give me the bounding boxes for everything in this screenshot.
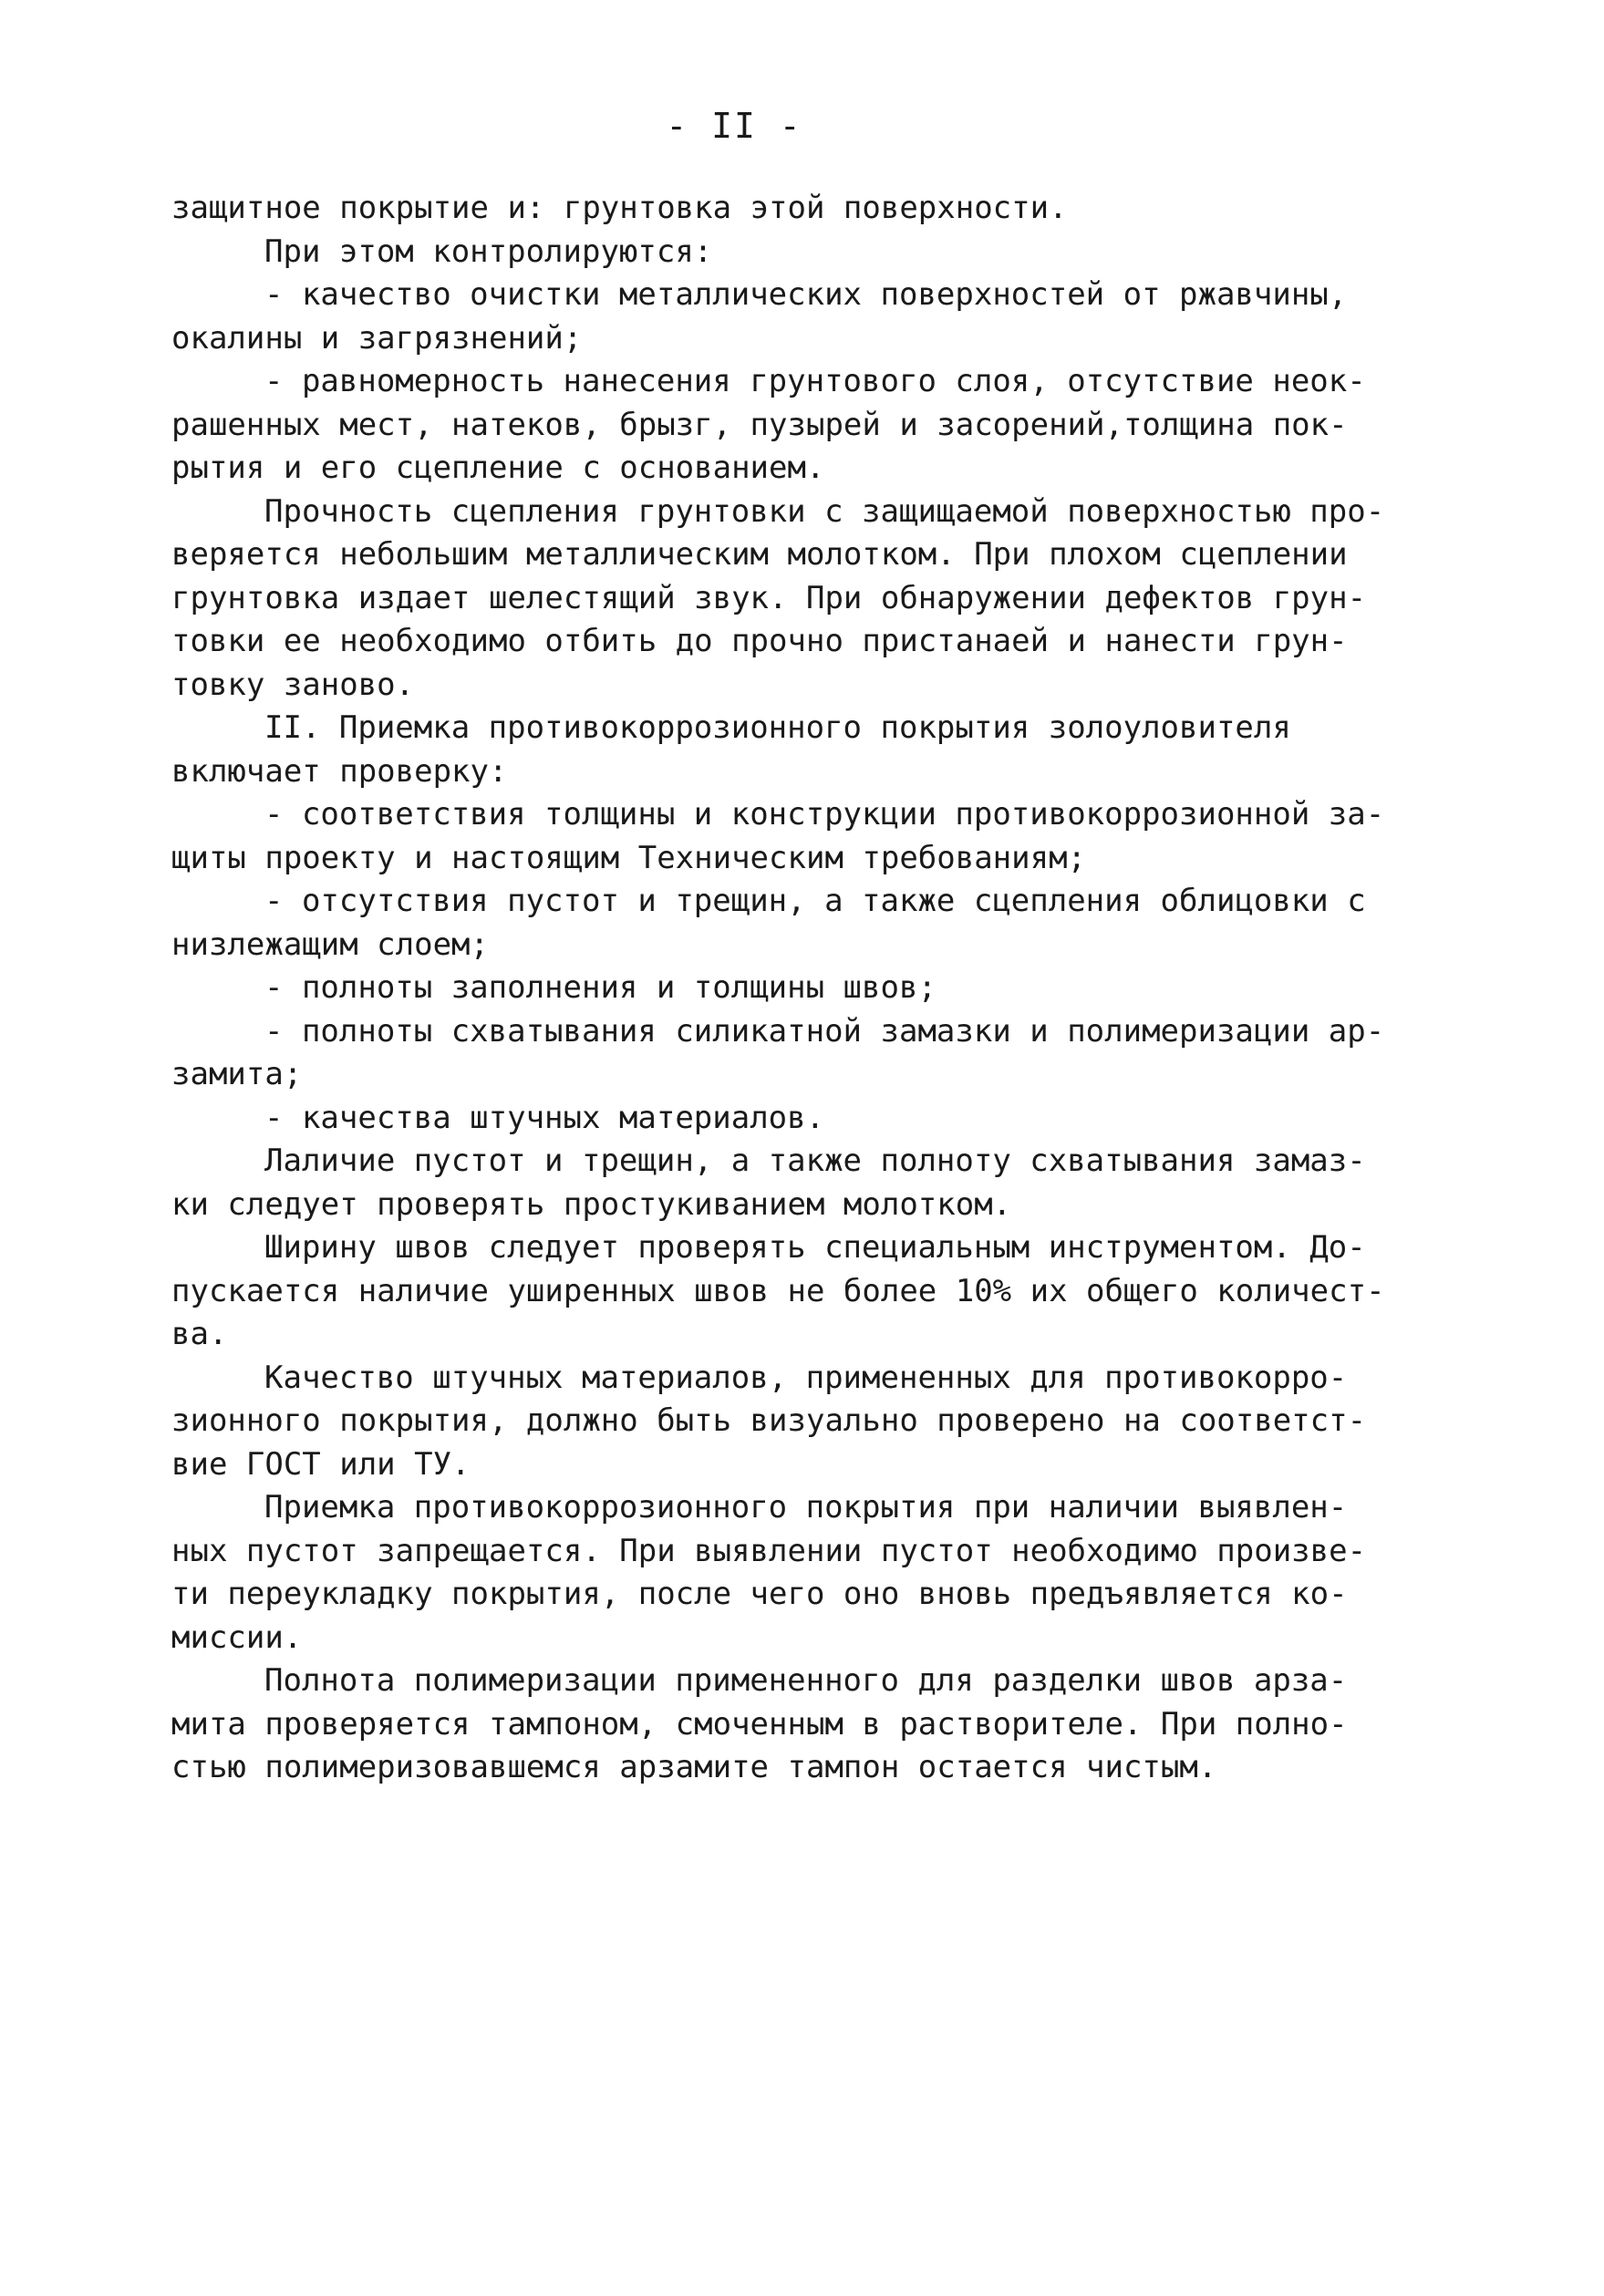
text-line: защитное покрытие и: грунтовка этой поверхности.: [171, 190, 1068, 226]
document-body: [171, 187, 1385, 1790]
page-number: - II -: [666, 106, 802, 146]
text-line: Лаличие пустот и трещин, а также полноту схватывания замаз-: [264, 1143, 1366, 1179]
text-line: товки ее необходимо отбить до прочно пристанаей и нанести грун-: [171, 623, 1348, 659]
text-line: стью полимеризовавшемся арзамите тампон остается чистым.: [171, 1749, 1217, 1785]
text-line: - качества штучных материалов.: [264, 1099, 825, 1136]
text-line: миссии.: [171, 1619, 303, 1656]
text-line: мита проверяется тампоном, смоченным в растворителе. При полно-: [171, 1705, 1348, 1743]
text-line: - качество очистки металлических поверхностей от ржавчины,: [264, 276, 1348, 313]
text-line: товку заново.: [171, 666, 415, 703]
text-line: ки следует проверять простукиванием молотком.: [171, 1185, 1012, 1223]
text-line: II. Приемка противокоррозионного покрытия золоуловителя: [264, 709, 1291, 746]
text-line: зионного покрытия, должно быть визуально проверено на соответст-: [171, 1402, 1367, 1439]
text-line: Полнота полимеризации примененного для разделки швов арза-: [264, 1662, 1348, 1699]
text-line: веряется небольшим металлическим молотком. При плохом сцеплении: [171, 536, 1348, 573]
text-line: Приемка противокоррозионного покрытия при наличии выявлен-: [264, 1489, 1348, 1525]
text-line: ных пустот запрещается. При выявлении пустот необходимо произве-: [171, 1532, 1367, 1569]
text-line: - равномерность нанесения грунтового слоя, отсутствие неок-: [264, 363, 1366, 399]
text-line: замита;: [171, 1056, 303, 1092]
text-line: рытия и его сцепление с основанием.: [171, 450, 825, 486]
text-line: ва.: [171, 1316, 228, 1352]
text-line: щиты проекту и настоящим Техническим требованиям;: [171, 839, 1087, 876]
text-line: вие ГОСТ или ТУ.: [171, 1445, 471, 1483]
text-line: включает проверку:: [171, 752, 508, 790]
text-line: низлежащим слоем;: [171, 926, 489, 963]
text-line: - полноты схватывания силикатной замазки и полимеризации ар-: [264, 1012, 1385, 1050]
text-line: - отсутствия пустот и трещин, а также сцепления облицовки с: [264, 883, 1366, 919]
text-line: пускается наличие уширенных швов не более 10% их общего количест-: [171, 1272, 1385, 1309]
text-line: - соответствия толщины и конструкции противокоррозионной за-: [264, 796, 1385, 833]
text-line: грунтовка издает шелестящий звук. При обнаружении дефектов грун-: [171, 579, 1367, 616]
text-line: При этом контролируются:: [264, 233, 713, 270]
text-line: - полноты заполнения и толщины швов;: [264, 969, 937, 1006]
text-line: Ширину швов следует проверять специальным инструментом. До-: [264, 1229, 1366, 1266]
text-line: Прочность сцепления грунтовки с защищаемой поверхностью про-: [264, 492, 1385, 530]
text-line: ти переукладку покрытия, после чего оно вновь предъявляется ко-: [171, 1576, 1348, 1612]
text-line: рашенных мест, натеков, брызг, пузырей и засорений,толщина пок-: [171, 406, 1348, 443]
text-line: Качество штучных материалов, примененных для противокорро-: [264, 1359, 1348, 1396]
text-line: окалины и загрязнений;: [171, 319, 583, 357]
